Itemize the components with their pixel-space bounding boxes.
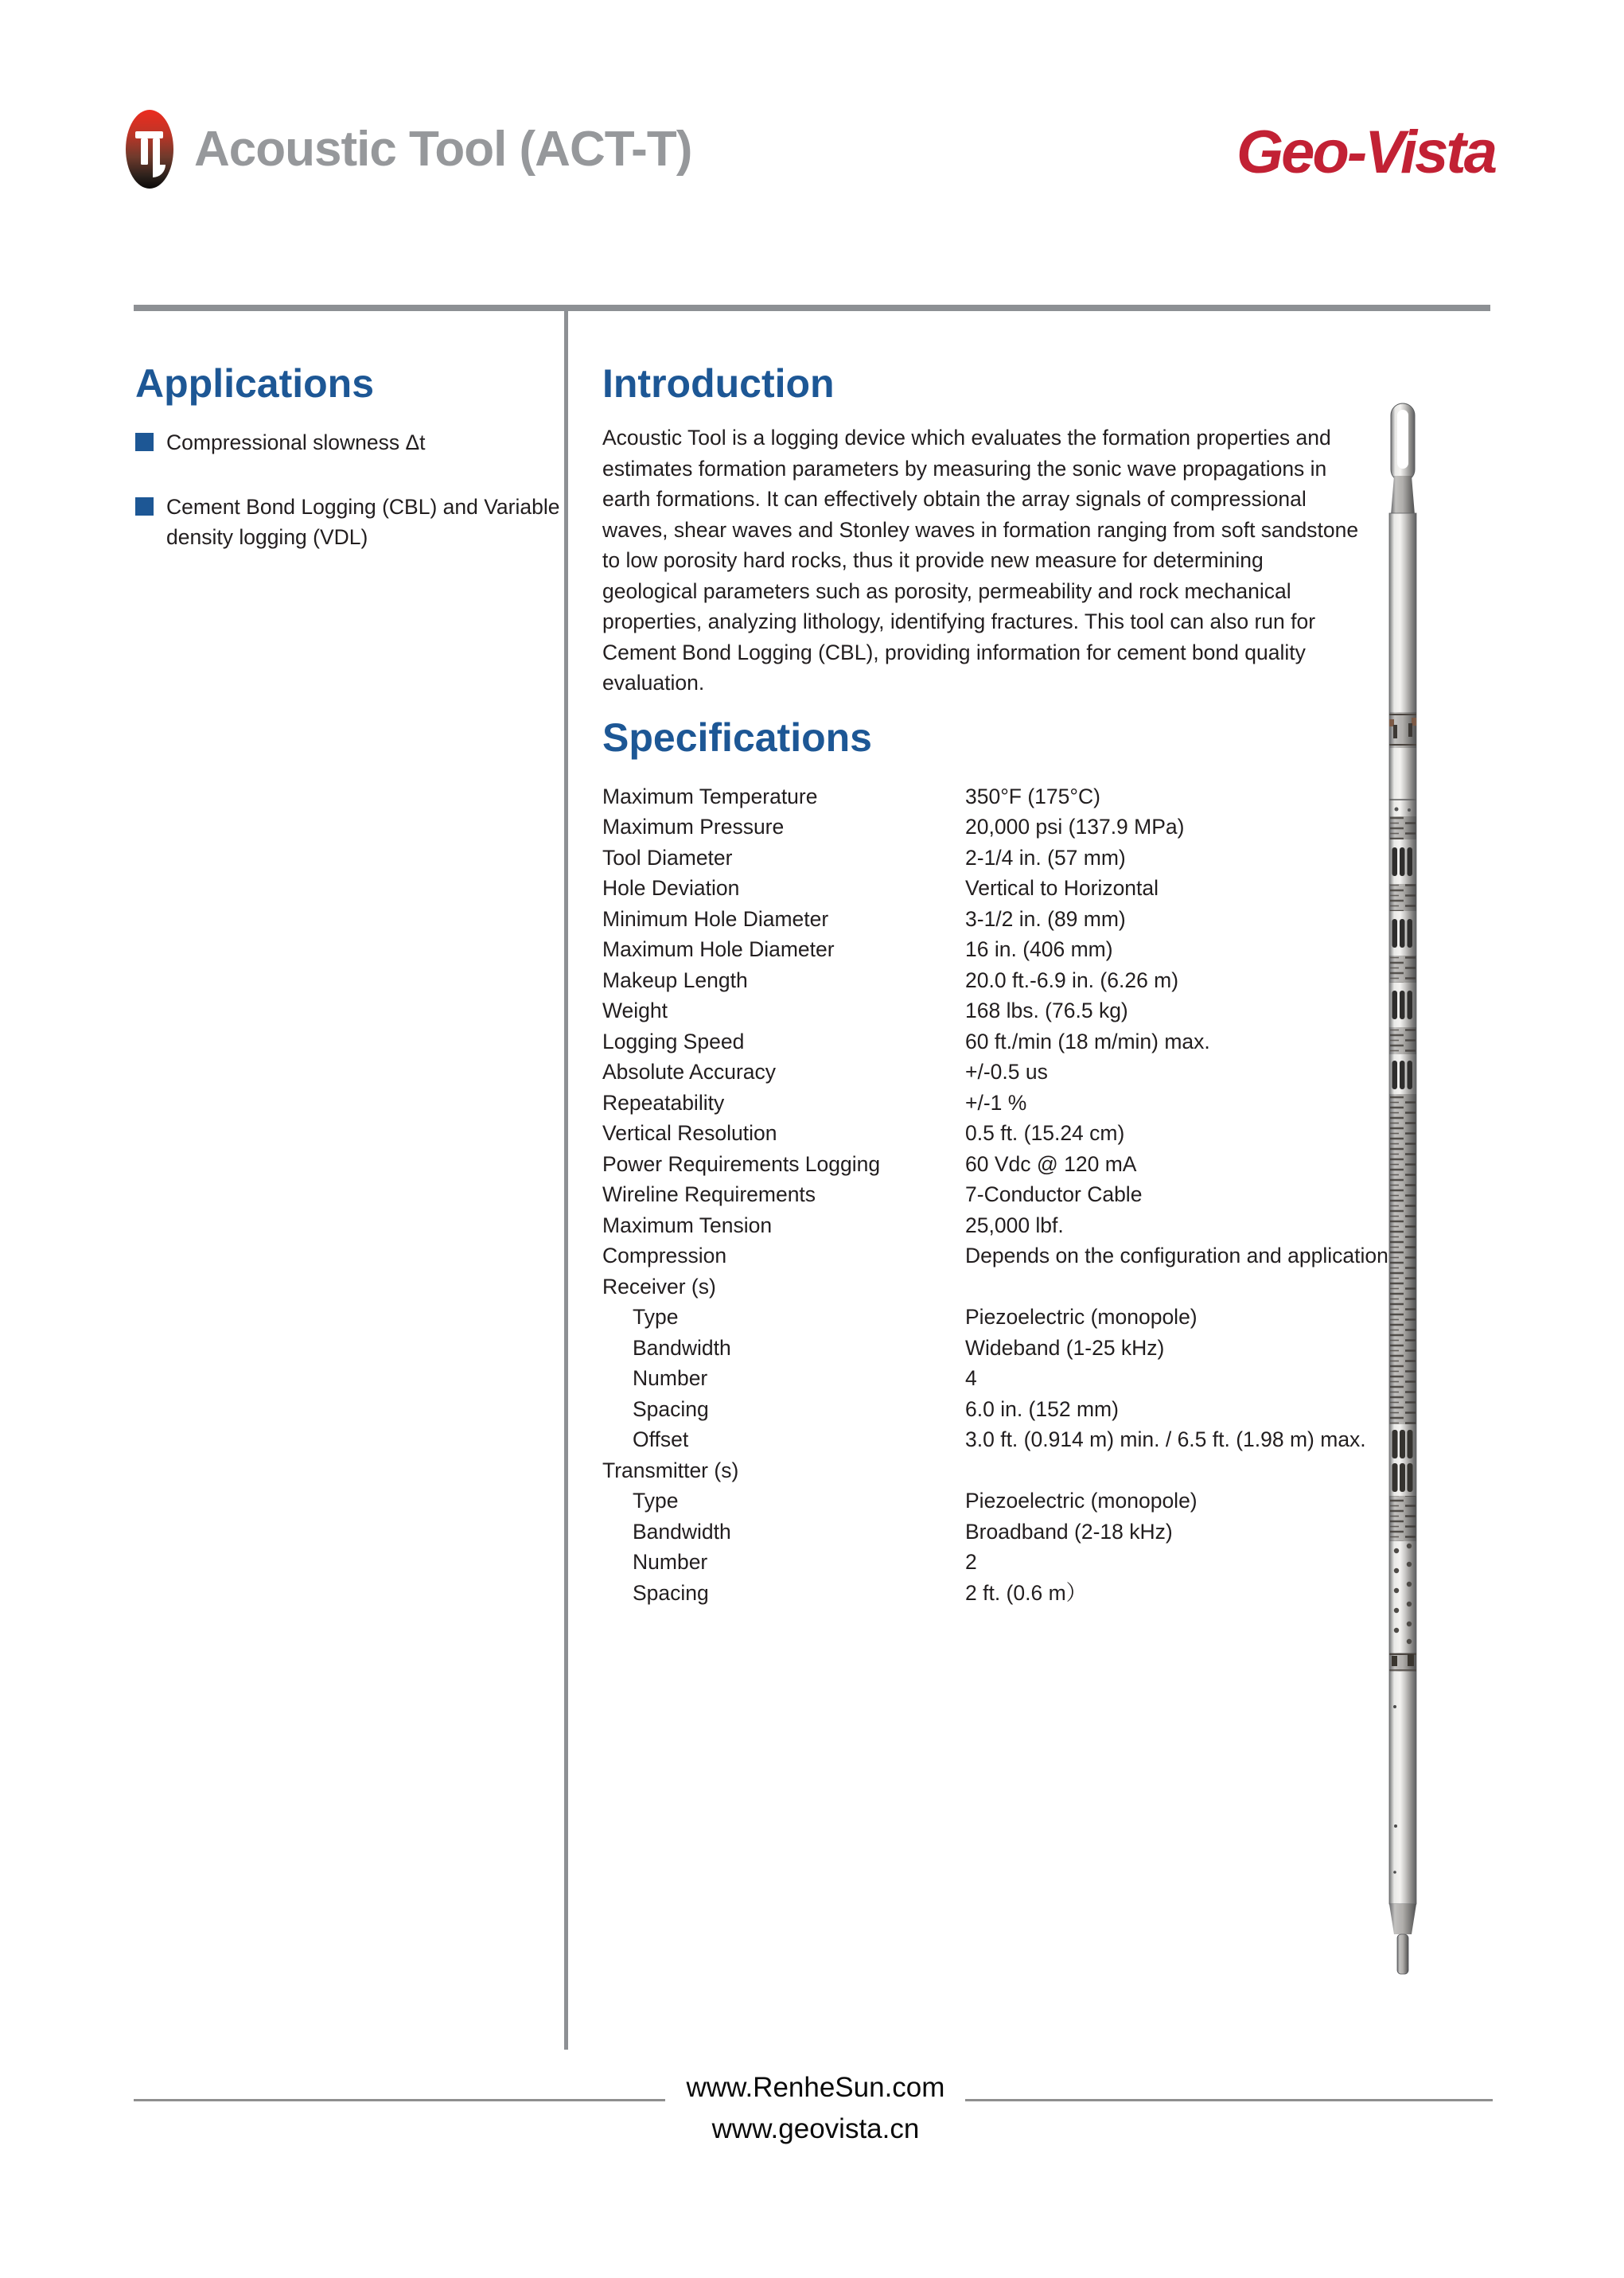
spec-value: 6.0 in. (152 mm) [965,1396,1119,1421]
spec-label: Maximum Pressure [602,815,785,839]
spec-label: Bandwidth [633,1335,731,1360]
spec-value: 7-Conductor Cable [965,1182,1143,1206]
bullet-text-line: Cement Bond Logging (CBL) and Variable [166,494,560,519]
column-divider [564,311,568,2050]
spec-label: Type [633,1305,679,1329]
spec-label: Power Requirements Logging [602,1151,881,1176]
bullet-square-icon [135,433,154,451]
spec-label: Type [633,1489,679,1513]
applications-heading: Applications [135,361,375,406]
spec-label: Makeup Length [602,968,748,992]
spec-label: Transmitter (s) [602,1458,739,1482]
spec-value: 0.5 ft. (15.24 cm) [965,1121,1125,1145]
spec-row [602,1026,1446,1057]
spec-row [602,1333,1446,1364]
spec-value: 2 [965,1550,977,1574]
spec-value: Piezoelectric (monopole) [965,1305,1198,1329]
spec-row [602,1486,1446,1517]
spec-label: Absolute Accuracy [602,1060,777,1084]
spec-value: 60 Vdc @ 120 mA [965,1151,1137,1176]
spec-label: Maximum Hole Diameter [602,937,835,961]
spec-value: 168 lbs. (76.5 kg) [965,999,1128,1022]
spec-row [602,1271,1446,1303]
spec-row [602,1240,1446,1271]
spec-row [602,904,1446,935]
spec-label: Maximum Temperature [602,784,818,808]
spec-row [602,1363,1446,1394]
spec-label: Logging Speed [602,1029,745,1053]
applications-list [135,427,560,553]
spec-row [602,1088,1446,1119]
spec-label: Tool Diameter [602,845,733,870]
spec-row [602,843,1446,874]
spec-label: Offset [633,1427,689,1451]
spec-value: 3-1/2 in. (89 mm) [965,906,1126,931]
spec-value: 20,000 psi (137.9 MPa) [965,815,1185,839]
spec-row [602,1179,1446,1210]
footer-url-geovista[interactable]: www.geovista.cn [711,2113,920,2144]
spec-value: Piezoelectric (monopole) [965,1489,1198,1513]
spec-row [602,965,1446,996]
spec-label: Weight [602,999,668,1022]
spec-value: Broadband (2-18 kHz) [965,1519,1173,1544]
spec-label: Vertical Resolution [602,1121,777,1145]
bullet-text [166,427,426,458]
spec-row [602,1517,1446,1548]
company-logo-icon [126,110,173,189]
acoustic-tool-photo [1373,402,1433,1981]
spec-value: 20.0 ft.-6.9 in. (6.26 m) [965,968,1179,992]
applications-section [135,361,560,586]
applications-list-item [135,492,560,553]
spec-value: +/-1 % [965,1090,1027,1115]
spec-value: 3.0 ft. (0.914 m) min. / 6.5 ft. (1.98 m) max. [965,1427,1366,1451]
spec-label: Receiver (s) [602,1274,716,1299]
spec-value: +/-0.5 us [965,1060,1048,1084]
spec-value: Vertical to Horizontal [965,876,1159,900]
spec-value: Wideband (1-25 kHz) [965,1335,1165,1360]
spec-value: 60 ft./min (18 m/min) max. [965,1029,1210,1053]
spec-value: 25,000 lbf. [965,1213,1064,1237]
spec-row [602,812,1446,843]
bullet-square-icon [135,497,154,516]
spec-value: 350°F (175°C) [965,784,1100,808]
spec-value: 2-1/4 in. (57 mm) [965,845,1126,870]
introduction-paragraph: Acoustic Tool is a logging device which evaluates the formation properties and estimates formation parameters by measuring the sonic wave propagations in earth formations. It can effectively obtain the array signals of compressional waves, shear waves and Stonley waves in formation ranging from soft sandstone to low porosity hard rocks, thus it provide new measure for determining geological parameters such as porosity, permeability and rock mechanical properties, analyzing lithology, identifying fractures. This tool can also run for Cement Bond Logging (CBL), providing information for cement bond quality evaluation. [602,426,1359,695]
spec-label: Bandwidth [633,1519,731,1544]
spec-label: Number [633,1550,708,1574]
bullet-text [166,492,559,553]
bullet-text-line: Compressional slowness Δt [166,430,426,454]
footer-rule-left [134,2099,665,2101]
spec-row [602,934,1446,965]
spec-label: Maximum Tension [602,1213,773,1237]
spec-row [602,1149,1446,1180]
spec-label: Minimum Hole Diameter [602,906,829,931]
spec-label: Hole Deviation [602,876,740,900]
spec-row [602,1578,1446,1609]
spec-value: 2 ft. (0.6 m） [965,1580,1088,1605]
spec-label: Repeatability [602,1090,725,1115]
spec-label: Compression [602,1244,727,1268]
footer-rule-right [965,2099,1493,2101]
spec-value: 16 in. (406 mm) [965,937,1113,961]
applications-list-item [135,427,541,458]
spec-row [602,1302,1446,1333]
spec-row [602,1057,1446,1088]
spec-row [602,995,1446,1026]
page-title: Acoustic Tool (ACT-T) [194,122,692,177]
spec-row [602,1424,1446,1455]
spec-row [602,1547,1446,1578]
spec-row [602,1394,1446,1425]
bullet-text-line: density logging (VDL) [166,525,368,549]
spec-row [602,873,1446,904]
spec-label: Spacing [633,1396,709,1421]
main-content [602,362,1446,1608]
spec-value: 4 [965,1366,977,1390]
footer-url-renhesun[interactable]: www.RenheSun.com [686,2072,945,2103]
spec-table [602,781,1446,1609]
geo-vista-logo: Geo-Vista [1236,119,1495,186]
spec-row [602,1118,1446,1149]
spec-row [602,781,1446,812]
specifications-heading: Specifications [602,715,872,760]
spec-label: Number [633,1366,708,1390]
spec-label: Wireline Requirements [602,1182,816,1206]
introduction-heading: Introduction [602,361,835,406]
spec-row [602,1455,1446,1486]
spec-label: Spacing [633,1580,709,1605]
spec-value: Depends on the configuration and application [965,1244,1388,1268]
spec-row [602,1210,1446,1241]
footer [666,2067,965,2150]
header-rule [134,305,1490,311]
